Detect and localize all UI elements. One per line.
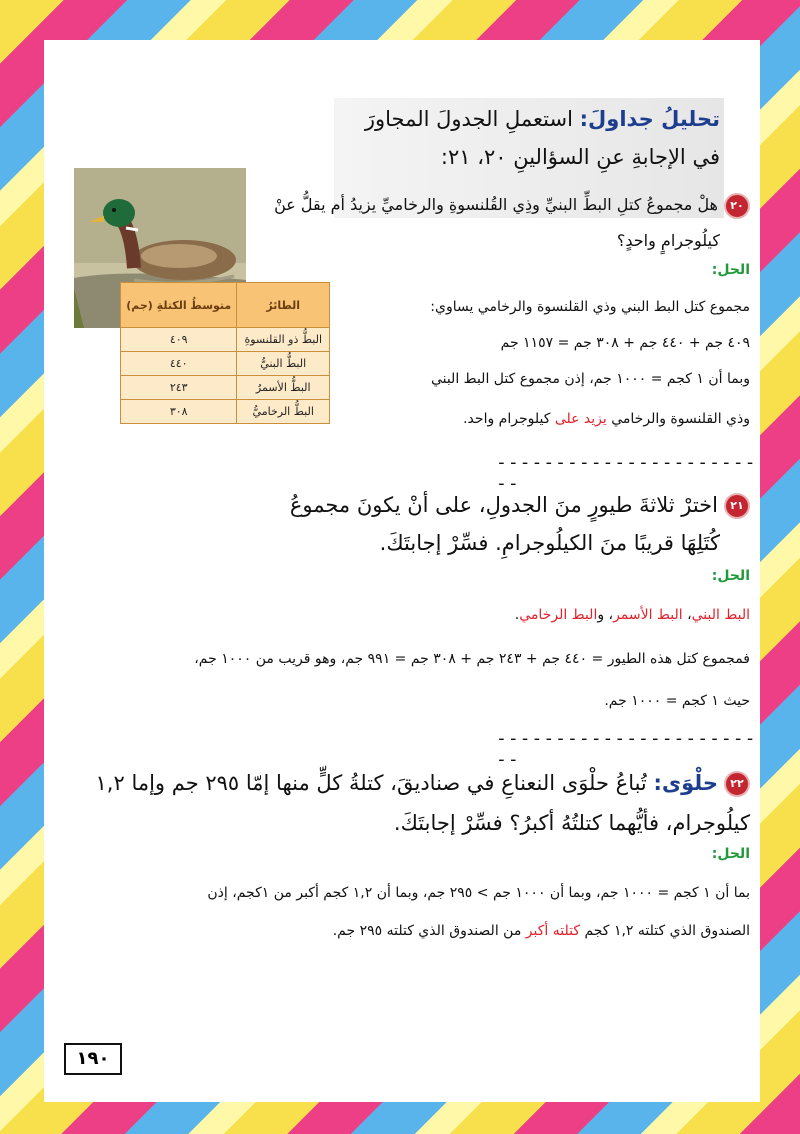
question-22-text-1: تُباعُ حلْوَى النعناعِ في صناديقَ، كتلةُ كلٍّ منها إمّا ٢٩٥ جم وإما ١,٢ — [95, 771, 647, 795]
solution-21-line-1 — [70, 600, 750, 630]
solution-21-line-2: فمجموع كتل هذه الطيور = ٤٤٠ جم + ٢٤٣ جم + ٣٠٨ جم = ٩٩١ جم، وهو قريب من ١٠٠٠ جم، — [194, 651, 750, 667]
table-cell-bird: البطُّ البنيُّ — [237, 352, 330, 376]
separator-2: ------------------------ — [496, 728, 757, 770]
question-20-line-2: كيلُوجرامٍ واحدٍ؟ — [616, 231, 720, 250]
page-number: ١٩٠ — [64, 1043, 122, 1075]
punct-comma: ، — [682, 607, 692, 623]
solution-22-text-c: من الصندوق الذي كتلته ٢٩٥ جم. — [332, 923, 522, 939]
table-header-mass: متوسطُ الكتلةِ (جم) — [121, 283, 237, 328]
question-22-badge: ٢٢ — [724, 771, 750, 797]
solution-22-line-2 — [60, 916, 750, 946]
table-cell-mass: ٢٤٣ — [121, 376, 237, 400]
question-21-text-1: اخترْ ثلاثةَ طيورٍ منَ الجدولِ، على أنْ يكونَ مجموعُ — [289, 493, 718, 517]
solution-label-22: الحل: — [711, 846, 750, 862]
heading-line-2: في الإجابةِ عنِ السؤالينِ ٢٠، ٢١: — [440, 145, 720, 169]
bird-choice-2: البط الأسمر — [613, 607, 683, 623]
solution-22-text-a: الصندوق الذي كتلته ١,٢ كجم — [584, 923, 750, 939]
table-row — [121, 328, 330, 352]
table-cell-mass: ٤٠٩ — [121, 328, 237, 352]
question-21-line-2: كُتَلِهَا قريبًا منَ الكيلُوجرامِ. فسِّرْ إجابتَكَ. — [379, 531, 720, 555]
table-cell-bird: البطُّ الرخاميُّ — [237, 400, 330, 424]
question-22-line-1 — [50, 766, 750, 800]
heading-text-1: استعملِ الجدولَ المجاورَ — [364, 107, 573, 131]
question-21-badge: ٢١ — [724, 493, 750, 519]
table-header-row — [121, 283, 330, 328]
bird-choice-1: البط البني — [691, 607, 750, 623]
question-20-badge: ٢٠ — [724, 193, 750, 219]
solution-20-text-c: كيلوجرام واحد. — [463, 411, 551, 427]
solution-label-21: الحل: — [711, 568, 750, 584]
table-row — [121, 376, 330, 400]
heading-title: تحليلُ جداولَ: — [579, 107, 720, 131]
page-sheet — [44, 40, 760, 1102]
solution-20-line-3: وبما أن ١ كجم = ١٠٠٠ جم، إذن مجموع كتل البط البني — [430, 371, 750, 387]
punct-and: ، و — [597, 607, 614, 623]
solution-20-line-4 — [330, 404, 750, 434]
solution-21-line-3: حيث ١ كجم = ١٠٠٠ جم. — [604, 693, 750, 709]
table-row — [121, 400, 330, 424]
question-22-title: حلْوَى: — [653, 771, 718, 795]
question-20-text-1: هلْ مجموعُ كتلِ البطِّ البنيِّ وذِي القُلنسوةِ والرخاميِّ يزيدُ أم يقلُّ عنْ — [274, 195, 718, 214]
solution-22-line-1: بما أن ١ كجم = ١٠٠٠ جم، وبما أن ١٠٠٠ جم > ٢٩٥ جم، وبما أن ١,٢ كجم أكبر من ١كجم، إذن — [207, 885, 750, 901]
table-cell-mass: ٤٤٠ — [121, 352, 237, 376]
table-header-bird: الطائرُ — [237, 283, 330, 328]
solution-20-highlight: يزيد على — [554, 411, 607, 427]
table-cell-bird: البطُّ الأسمرُ — [237, 376, 330, 400]
bird-choice-3: البط الرخامي — [519, 607, 598, 623]
solution-label-20: الحل: — [711, 262, 750, 278]
table-cell-mass: ٣٠٨ — [121, 400, 237, 424]
question-20-line-1 — [250, 190, 750, 220]
solution-22-highlight: كتلته أكبر — [525, 923, 580, 939]
separator-1: ------------------------ — [496, 452, 757, 494]
punct-dot: . — [514, 607, 520, 623]
heading-line-1 — [330, 102, 720, 136]
bird-mass-table — [120, 282, 330, 424]
solution-20-text-a: وذي القلنسوة والرخامي — [611, 411, 750, 427]
question-22-line-2: كيلُوجرام، فأيُّهما كتلتُهُ أكبرُ؟ فسِّرْ إجابتَكَ. — [393, 811, 750, 835]
table-row — [121, 352, 330, 376]
solution-20-line-2: ٤٠٩ جم + ٤٤٠ جم + ٣٠٨ جم = ١١٥٧ جم — [500, 335, 750, 351]
solution-20-line-1: مجموع كتل البط البني وذي القلنسوة والرخامي يساوي: — [430, 299, 750, 315]
table-cell-bird: البطُّ ذو القلنسوةِ — [237, 328, 330, 352]
question-21-line-1 — [190, 488, 750, 522]
